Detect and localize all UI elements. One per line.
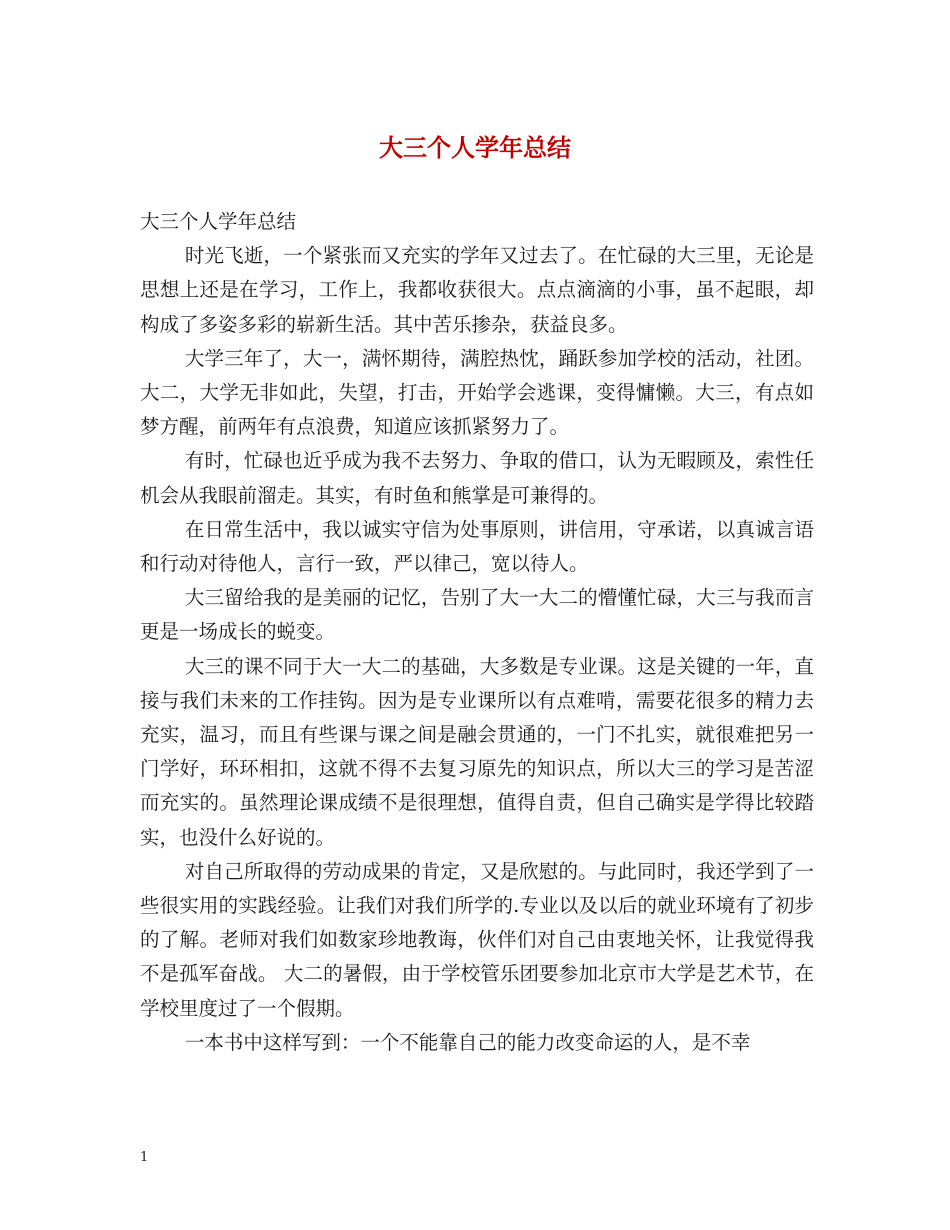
paragraph-4: 在日常生活中，我以诚实守信为处事原则，讲信用，守承诺，以真诚言语和行动对待他人，言行一致，严以律己，宽以待人。	[140, 517, 814, 576]
paragraph-6: 大三的课不同于大一大二的基础，大多数是专业课。这是关键的一年，直接与我们未来的工作挂钩。因为是专业课所以有点难啃，需要花很多的精力去充实，温习，而且有些课与课之间是融会贯通的，一门不扎实，就很难把另一门学好，环环相扣，这就不得不去复习原先的知识点，所以大三的学习是苦涩而充实的。虽然理论课成绩不是很理想，值得自责，但自己确实是学得比较踏实，也没什么好说的。	[140, 654, 814, 849]
paragraph-5: 大三留给我的是美丽的记忆，告别了大一大二的懵懂忙碌，大三与我而言更是一场成长的蜕变。	[140, 586, 814, 644]
document-body	[140, 205, 814, 1060]
paragraph-8: 一本书中这样写到：一个不能靠自己的能力改变命运的人，是不幸	[184, 1030, 751, 1054]
paragraph-3: 有时，忙碌也近乎成为我不去努力、争取的借口，认为无暇顾及，索性任机会从我眼前溜走。其实，有时鱼和熊掌是可兼得的。	[140, 449, 814, 507]
paragraph-7: 对自己所取得的劳动成果的肯定，又是欣慰的。与此同时，我还学到了一些很实用的实践经验。让我们对我们所学的.专业以及以后的就业环境有了初步的了解。老师对我们如数家珍地教诲，伙伴们对自己由衷地关怀，让我觉得我不是孤军奋战。 大二的暑假，由于学校管乐团要参加北京市大学是艺术节，在学校里度过了一个假期。	[140, 859, 814, 1020]
paragraph-2: 大学三年了，大一，满怀期待，满腔热忱，踊跃参加学校的活动，社团。 大二，大学无非如此，失望，打击，开始学会逃课，变得慵懒。大三，有点如梦方醒，前两年有点浪费，知道应该抓紧努力了。	[140, 346, 814, 439]
page-number: 1	[140, 1150, 149, 1165]
document-title: 大三个人学年总结	[379, 133, 571, 162]
paragraph-1: 时光飞逝，一个紧张而又充实的学年又过去了。在忙碌的大三里，无论是思想上还是在学习，工作上，我都收获很大。点点滴滴的小事，虽不起眼，却构成了多姿多彩的崭新生活。其中苦乐掺杂，获益良多。	[140, 244, 814, 336]
section-heading: 大三个人学年总结	[140, 210, 297, 233]
